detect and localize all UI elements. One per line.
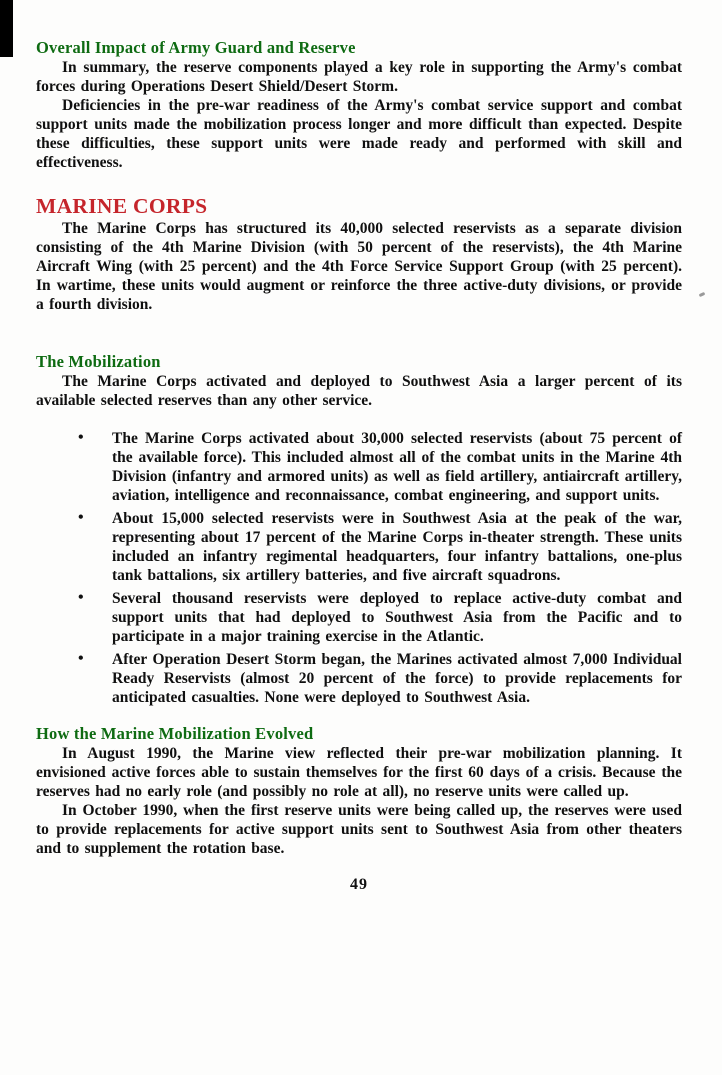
bullet-item-activation bbox=[76, 429, 682, 505]
bullet-dot-icon: • bbox=[78, 650, 84, 667]
bullet-list bbox=[36, 429, 682, 707]
bullet-item-text: Several thousand reservists were deployed to replace active-duty combat and support units that had deployed to Southwest Asia from the Pacific and to participate in a major training exercise in the Atlantic. bbox=[112, 590, 682, 645]
bullet-item-text: About 15,000 selected reservists were in Southwest Asia at the peak of the war, representing about 17 percent of the Marine Corps in-theater strength. These units included an infantry regimental headquarters, four infantry battalions, one-plus tank battalions, six artillery batteries, and five aircraft squadrons. bbox=[112, 510, 682, 584]
paragraph-marine-structure: The Marine Corps has structured its 40,000 selected reservists as a separate division consisting of the 4th Marine Division (with 50 percent of the reservists), the 4th Marine Aircraft Wing (with 25 percent) and the 4th Force Service Support Group (with 25 percent). In wartime, these units would augment or reinforce the three active-duty divisions, or provide a fourth division. bbox=[36, 220, 682, 313]
bullet-item-replacements bbox=[76, 589, 682, 646]
paragraph-summary: In summary, the reserve components played a key role in supporting the Army's combat forces during Operations Desert Shield/Desert Storm. bbox=[36, 59, 682, 95]
page-number: 49 bbox=[350, 876, 368, 893]
bullet-dot-icon: • bbox=[78, 589, 84, 606]
paragraph-august-1990: In August 1990, the Marine view reflected their pre-war mobilization planning. It envisioned active forces able to sustain themselves for the first 60 days of a crisis. Because the reserves had no early role (and possibly no role at all), no reserve units were called up. bbox=[36, 745, 682, 800]
bullet-dot-icon: • bbox=[78, 509, 84, 526]
paragraph-mobilization-intro: The Marine Corps activated and deployed to Southwest Asia a larger percent of its available selected reserves than any other service. bbox=[36, 373, 682, 409]
section-heading-overall-impact: Overall Impact of Army Guard and Reserve bbox=[36, 38, 356, 57]
bullet-item-text: After Operation Desert Storm began, the Marines activated almost 7,000 Individual Ready Reservists (almost 20 percent of the force) to provide replacements for anticipated casualties. None were deployed to Southwest Asia. bbox=[112, 651, 682, 706]
paragraph-october-1990: In October 1990, when the first reserve units were being called up, the reserves were used to provide replacements for active support units sent to Southwest Asia from other theaters and to supplement the rotation base. bbox=[36, 802, 682, 857]
bullet-dot-icon: • bbox=[78, 429, 84, 446]
scan-artifact-mark bbox=[0, 0, 13, 57]
bullet-item-irr bbox=[76, 650, 682, 707]
section-heading-marine-corps: MARINE CORPS bbox=[36, 194, 208, 218]
scan-speckle-mark bbox=[699, 292, 706, 297]
bullet-item-text: The Marine Corps activated about 30,000 selected reservists (about 75 percent of the available force). This included almost all of the combat units in the Marine 4th Division (infantry and armored units) as well as field artillery, antiaircraft artillery, aviation, intelligence and reconnaissance, combat engineering, and support units. bbox=[112, 430, 682, 504]
section-heading-mobilization-evolved: How the Marine Mobilization Evolved bbox=[36, 724, 314, 743]
section-heading-the-mobilization: The Mobilization bbox=[36, 352, 161, 371]
paragraph-deficiencies: Deficiencies in the pre-war readiness of the Army's combat service support and combat support units made the mobilization process longer and more difficult than expected. Despite these difficulties, these support units were made ready and performed with skill and effectiveness. bbox=[36, 97, 682, 171]
bullet-item-in-theater bbox=[76, 509, 682, 585]
